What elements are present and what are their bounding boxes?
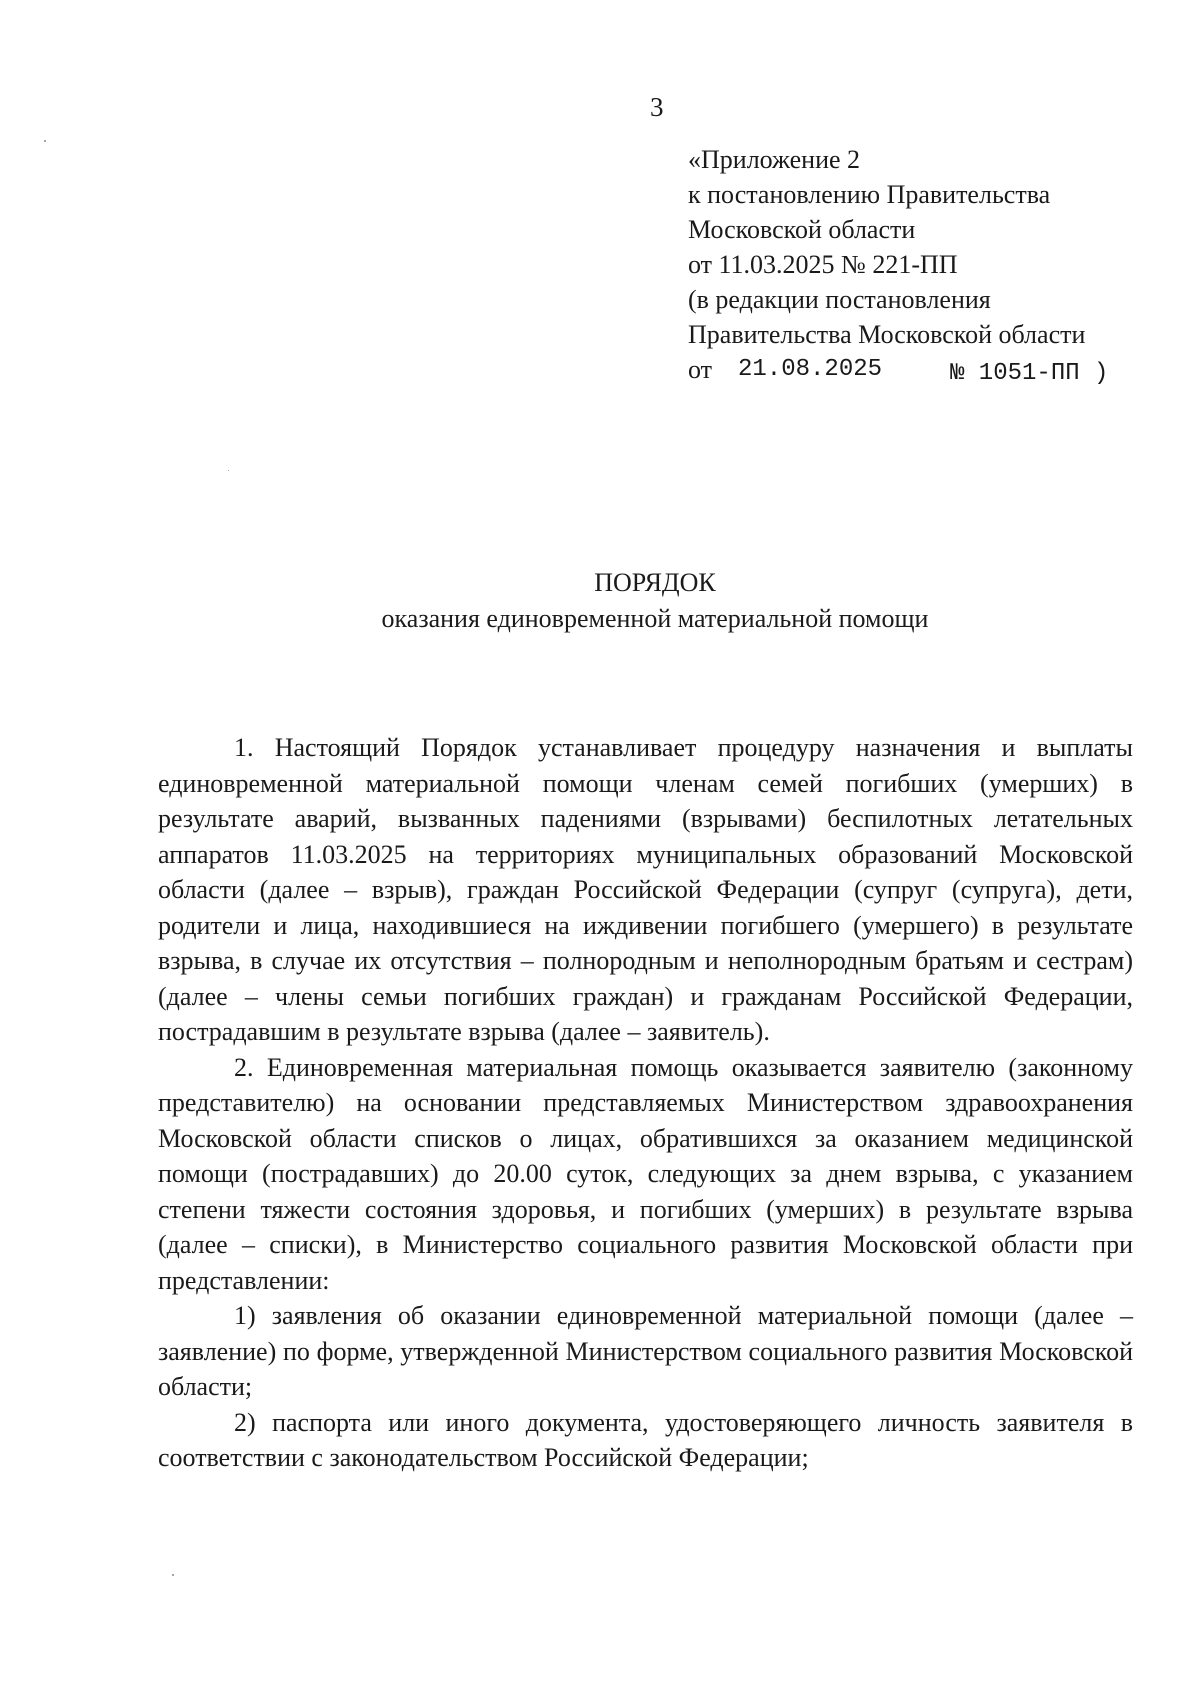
scan-speck [172, 1574, 174, 1576]
header-line: «Приложение 2 [688, 145, 861, 174]
stamp-prefix: от [688, 355, 713, 384]
scan-speck [44, 140, 46, 142]
scan-speck [228, 470, 229, 471]
header-line: Правительства Московской области [688, 320, 1086, 349]
stamp-date: 21.08.2025 [738, 356, 883, 383]
document-title: ПОРЯДОК [594, 568, 716, 597]
header-line: (в редакции постановления [688, 285, 991, 314]
header-line: Московской области [688, 215, 916, 244]
page-number: 3 [650, 92, 664, 122]
paragraph: 2. Единовременная материальная помощь оказывается заявителю (законному представителю) на основании представляемых Министерством здравоохранения Московской области списков о лицах, обратившихся за оказанием медицинской помощи (пострадавших) до 20.00 суток, следующих за днем взрыва, с указанием степени тяжести состояния здоровья, и погибших (умерших) в результате взрыва (далее – списки), в Министерство социального развития Московской области при представлении: [158, 1052, 1133, 1295]
document-subtitle: оказания единовременной материальной помощи [381, 604, 929, 633]
paragraph: 1) заявления об оказании единовременной материальной помощи (далее – заявление) по форме, утвержденной Министерством социального развития Московской области; [158, 1301, 1133, 1401]
header-line: от 11.03.2025 № 221-ПП [688, 250, 958, 279]
amendment-stamp [688, 352, 1168, 387]
appendix-header [688, 142, 1168, 387]
paragraph: 1. Настоящий Порядок устанавливает процедуру назначения и выплаты единовременной материальной помощи членам семей погибших (умерших) в результате аварий, вызванных падениями (взрывами) беспилотных летательных аппаратов 11.03.2025 на территориях муниципальных образований Московской области (далее – взрыв), граждан Российской Федерации (супруг (супруга), дети, родители и лица, находившиеся на иждивении погибшего (умершего) в результате взрыва, в случае их отсутствия – полнородным и неполнородным братьям и сестрам) (далее – члены семьи погибших граждан) и гражданам Российской Федерации, пострадавшим в результате взрыва (далее – заявитель). [158, 733, 1133, 1046]
document-body [158, 730, 1133, 1476]
paragraph: 2) паспорта или иного документа, удостоверяющего личность заявителя в соответствии с законодательством Российской Федерации; [158, 1407, 1133, 1472]
document-title-block [0, 565, 1200, 637]
stamp-number: № 1051-ПП ) [950, 360, 1109, 387]
header-line: к постановлению Правительства [688, 180, 1051, 209]
